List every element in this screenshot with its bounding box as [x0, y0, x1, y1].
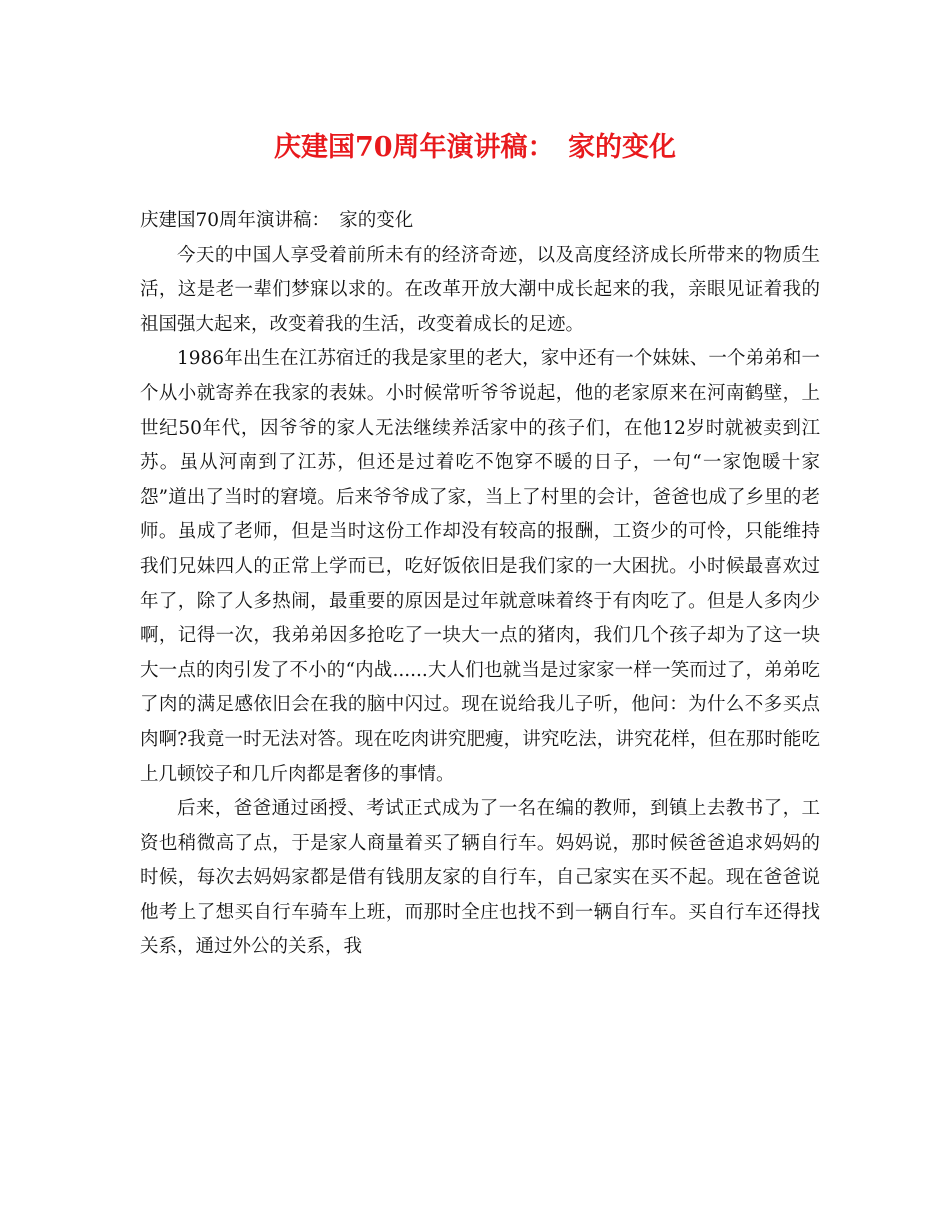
document-subtitle: 庆建国70周年演讲稿： 家的变化 [140, 210, 414, 231]
document-body [140, 204, 820, 965]
paragraph: 1986年出生在江苏宿迁的我是家里的老大，家中还有一个妹妹、一个弟弟和一个从小就寄养在我家的表妹。小时候常听爷爷说起，他的老家原来在河南鹤壁，上世纪50年代，因爷爷的家人无法继续养活家中的孩子们，在他12岁时就被卖到江苏。虽从河南到了江苏，但还是过着吃不饱穿不暖的日子，一句“一家饱暖十家怨”道出了当时的窘境。后来爷爷成了家，当上了村里的会计，爸爸也成了乡里的老师。虽成了老师，但是当时这份工作却没有较高的报酬，工资少的可怜，只能维持我们兄妹四人的正常上学而已，吃好饭依旧是我们家的一大困扰。小时候最喜欢过年了，除了人多热闹，最重要的原因是过年就意味着终于有肉吃了。但是人多肉少啊，记得一次，我弟弟因多抢吃了一块大一点的猪肉，我们几个孩子却为了这一块大一点的肉引发了不小的“内战......大人们也就当是过家家一样一笑而过了，弟弟吃了肉的满足感依旧会在我的脑中闪过。现在说给我儿子听，他问：为什么不多买点肉啊?我竟一时无法对答。现在吃肉讲究肥瘦，讲究吃法，讲究花样，但在那时能吃上几顿饺子和几斤肉都是奢侈的事情。 [140, 348, 820, 785]
paragraph: 后来，爸爸通过函授、考试正式成为了一名在编的教师，到镇上去教书了，工资也稍微高了点，于是家人商量着买了辆自行车。妈妈说，那时候爸爸追求妈妈的时候，每次去妈妈家都是借有钱朋友家的自行车，自己家实在买不起。现在爸爸说他考上了想买自行车骑车上班，而那时全庄也找不到一辆自行车。买自行车还得找关系，通过外公的关系，我 [140, 798, 820, 958]
document-title: 庆建国70周年演讲稿： 家的变化 [273, 132, 677, 163]
paragraph: 今天的中国人享受着前所未有的经济奇迹，以及高度经济成长所带来的物质生活，这是老一辈们梦寐以求的。在改革开放大潮中成长起来的我，亲眼见证着我的祖国强大起来，改变着我的生活，改变着成长的足迹。 [140, 244, 820, 335]
